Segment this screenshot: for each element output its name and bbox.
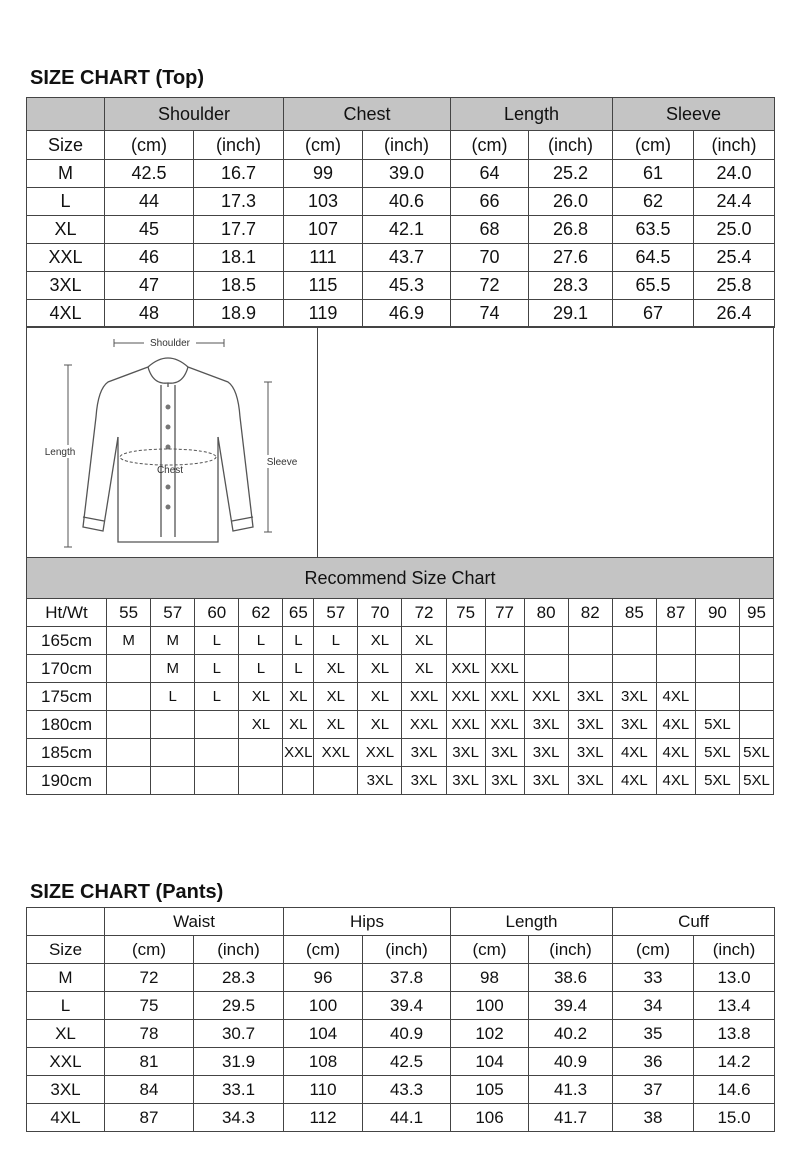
recommend-size-cell [739,683,773,711]
table-row [27,1048,775,1076]
unit-cell: (cm) [105,131,194,160]
recommend-size-cell [151,739,195,767]
value-cell: 41.3 [529,1076,613,1104]
value-cell: 104 [451,1048,529,1076]
weight-header-cell: 82 [568,599,612,627]
recommend-size-cell: XL [358,627,402,655]
value-cell: 42.5 [363,1048,451,1076]
value-cell: 38 [613,1104,694,1132]
value-cell: 81 [105,1048,194,1076]
value-cell: 30.7 [194,1020,284,1048]
value-cell: 14.6 [694,1076,775,1104]
value-cell: 18.1 [194,244,284,272]
recommend-size-cell [151,711,195,739]
recommend-row [27,627,774,655]
recommend-size-cell: 3XL [446,739,485,767]
recommend-size-cell [612,655,656,683]
recommend-title: Recommend Size Chart [27,558,774,599]
value-cell: 25.2 [529,160,613,188]
weight-header-cell: 57 [151,599,195,627]
value-cell: 34 [613,992,694,1020]
recommend-size-cell: M [151,655,195,683]
recommend-size-cell [107,683,151,711]
recommend-size-cell: 5XL [695,739,739,767]
height-cell: 170cm [27,655,107,683]
recommend-size-cell: 3XL [402,739,446,767]
top-group-chest: Chest [284,98,451,131]
recommend-size-cell: 3XL [524,767,568,795]
recommend-size-cell: 3XL [524,739,568,767]
value-cell: 64.5 [613,244,694,272]
table-row [27,188,775,216]
value-cell: 36 [613,1048,694,1076]
recommend-size-cell [568,627,612,655]
recommend-size-cell [524,655,568,683]
recommend-size-cell [107,711,151,739]
recommend-size-cell: 4XL [612,767,656,795]
recommend-size-cell: XXL [524,683,568,711]
value-cell: 18.5 [194,272,284,300]
recommend-size-cell: 3XL [568,767,612,795]
value-cell: 43.3 [363,1076,451,1104]
value-cell: 84 [105,1076,194,1104]
top-group-header-row [27,98,775,131]
recommend-size-cell: XXL [402,683,446,711]
recommend-size-cell: XL [314,655,358,683]
value-cell: 102 [451,1020,529,1048]
recommend-row [27,711,774,739]
table-row [27,964,775,992]
recommend-size-cell: L [195,627,239,655]
value-cell: 63.5 [613,216,694,244]
recommend-size-cell [739,627,773,655]
size-cell: 4XL [27,300,105,328]
recommend-size-cell: M [107,627,151,655]
recommend-size-cell: XXL [446,683,485,711]
value-cell: 17.3 [194,188,284,216]
weight-header-cell: 55 [107,599,151,627]
value-cell: 29.5 [194,992,284,1020]
recommend-size-cell: L [195,655,239,683]
recommend-size-cell: 3XL [524,711,568,739]
recommend-row [27,655,774,683]
recommend-size-cell: 5XL [695,711,739,739]
recommend-size-cell: 3XL [402,767,446,795]
weight-header-cell: 80 [524,599,568,627]
recommend-size-cell: 3XL [568,739,612,767]
recommend-size-cell: XXL [485,683,524,711]
value-cell: 14.2 [694,1048,775,1076]
value-cell: 78 [105,1020,194,1048]
weight-header-cell: 85 [612,599,656,627]
value-cell: 40.2 [529,1020,613,1048]
weight-header-cell: 65 [283,599,314,627]
recommend-size-cell [695,627,739,655]
recommend-size-cell: M [151,627,195,655]
pants-size-table [26,907,775,1132]
value-cell: 39.4 [529,992,613,1020]
recommend-size-cell: 3XL [568,711,612,739]
recommend-size-cell: XL [358,683,402,711]
top-group-sleeve: Sleeve [613,98,775,131]
weight-header-cell: 70 [358,599,402,627]
value-cell: 27.6 [529,244,613,272]
recommend-size-cell: 4XL [612,739,656,767]
value-cell: 25.0 [694,216,775,244]
weight-header-cell: 87 [656,599,695,627]
pants-group-hips: Hips [284,908,451,936]
recommend-size-cell: XL [239,683,283,711]
value-cell: 70 [451,244,529,272]
height-cell: 190cm [27,767,107,795]
pants-group-header-row [27,908,775,936]
value-cell: 13.8 [694,1020,775,1048]
value-cell: 105 [451,1076,529,1104]
value-cell: 46.9 [363,300,451,328]
value-cell: 18.9 [194,300,284,328]
unit-cell: (inch) [694,131,775,160]
diagram-chest-label: Chest [156,465,184,476]
recommend-size-cell [195,739,239,767]
recommend-size-cell [568,655,612,683]
weight-header-cell: 95 [739,599,773,627]
unit-cell: (inch) [694,936,775,964]
size-cell: 3XL [27,272,105,300]
recommend-size-cell: L [239,655,283,683]
value-cell: 45.3 [363,272,451,300]
recommend-size-cell: XL [314,711,358,739]
unit-cell: (inch) [194,936,284,964]
value-cell: 13.0 [694,964,775,992]
value-cell: 98 [451,964,529,992]
value-cell: 26.0 [529,188,613,216]
value-cell: 72 [105,964,194,992]
recommend-size-cell: XXL [446,655,485,683]
value-cell: 39.0 [363,160,451,188]
recommend-size-cell: 4XL [656,683,695,711]
table-row [27,216,775,244]
value-cell: 61 [613,160,694,188]
recommend-size-cell: L [195,683,239,711]
recommend-size-cell [107,739,151,767]
value-cell: 99 [284,160,363,188]
value-cell: 44.1 [363,1104,451,1132]
pants-unit-row [27,936,775,964]
value-cell: 41.7 [529,1104,613,1132]
size-cell: XL [27,216,105,244]
value-cell: 26.4 [694,300,775,328]
value-cell: 35 [613,1020,694,1048]
value-cell: 68 [451,216,529,244]
value-cell: 100 [284,992,363,1020]
unit-cell: (cm) [284,131,363,160]
recommend-size-cell: XXL [485,711,524,739]
unit-cell: (inch) [529,936,613,964]
value-cell: 25.4 [694,244,775,272]
recommend-size-cell [195,767,239,795]
recommend-size-cell: XXL [446,711,485,739]
weight-header-cell: 62 [239,599,283,627]
value-cell: 103 [284,188,363,216]
recommend-size-cell [485,627,524,655]
weight-header-cell: 77 [485,599,524,627]
value-cell: 111 [284,244,363,272]
value-cell: 15.0 [694,1104,775,1132]
top-corner-cell [27,98,105,131]
recommend-size-cell: XXL [283,739,314,767]
recommend-size-cell: 4XL [656,711,695,739]
recommend-size-cell: XL [283,711,314,739]
top-size-label: Size [27,131,105,160]
size-cell: M [27,160,105,188]
recommend-size-cell [314,767,358,795]
recommend-size-cell [446,627,485,655]
value-cell: 37 [613,1076,694,1104]
value-cell: 67 [613,300,694,328]
value-cell: 108 [284,1048,363,1076]
value-cell: 106 [451,1104,529,1132]
size-cell: M [27,964,105,992]
value-cell: 28.3 [529,272,613,300]
table-row [27,1104,775,1132]
value-cell: 43.7 [363,244,451,272]
pants-group-waist: Waist [105,908,284,936]
diagram-shoulder-label: Shoulder [149,338,191,349]
value-cell: 33.1 [194,1076,284,1104]
recommend-size-cell: 5XL [739,767,773,795]
recommend-title-row [27,558,774,599]
blank-diagram-area [318,327,773,557]
value-cell: 16.7 [194,160,284,188]
size-cell: 3XL [27,1076,105,1104]
size-cell: XXL [27,1048,105,1076]
weight-header-cell: 75 [446,599,485,627]
diagram-length-label: Length [44,447,76,458]
unit-cell: (inch) [529,131,613,160]
recommend-size-cell: 3XL [612,711,656,739]
size-cell: L [27,992,105,1020]
value-cell: 65.5 [613,272,694,300]
value-cell: 119 [284,300,363,328]
recommend-size-cell: XL [402,627,446,655]
recommend-size-cell: XL [314,683,358,711]
top-size-table [26,97,775,328]
table-row [27,160,775,188]
value-cell: 34.3 [194,1104,284,1132]
size-cell: XL [27,1020,105,1048]
recommend-size-cell: XXL [485,655,524,683]
top-group-shoulder: Shoulder [105,98,284,131]
value-cell: 40.9 [363,1020,451,1048]
recommend-size-cell: 3XL [612,683,656,711]
value-cell: 40.6 [363,188,451,216]
recommend-size-cell [151,767,195,795]
pants-group-cuff: Cuff [613,908,775,936]
weight-header-cell: 72 [402,599,446,627]
recommend-size-cell: 5XL [695,767,739,795]
value-cell: 42.5 [105,160,194,188]
recommend-size-cell [739,655,773,683]
weight-header-cell: 57 [314,599,358,627]
value-cell: 24.0 [694,160,775,188]
unit-cell: (inch) [194,131,284,160]
pants-size-chart-title: SIZE CHART (Pants) [30,881,224,903]
recommend-size-cell: XL [358,711,402,739]
pants-group-length: Length [451,908,613,936]
value-cell: 75 [105,992,194,1020]
recommend-size-cell: 3XL [358,767,402,795]
value-cell: 64 [451,160,529,188]
value-cell: 115 [284,272,363,300]
recommend-size-cell [695,655,739,683]
height-cell: 165cm [27,627,107,655]
recommend-size-cell [239,739,283,767]
recommend-size-cell [107,655,151,683]
recommend-size-cell: L [314,627,358,655]
value-cell: 28.3 [194,964,284,992]
value-cell: 29.1 [529,300,613,328]
recommend-size-cell: 3XL [568,683,612,711]
recommend-size-cell: L [283,627,314,655]
value-cell: 72 [451,272,529,300]
value-cell: 100 [451,992,529,1020]
value-cell: 26.8 [529,216,613,244]
recommend-size-cell: XXL [314,739,358,767]
size-cell: XXL [27,244,105,272]
unit-cell: (inch) [363,131,451,160]
recommend-size-cell [239,767,283,795]
value-cell: 40.9 [529,1048,613,1076]
recommend-size-cell: L [283,655,314,683]
value-cell: 47 [105,272,194,300]
value-cell: 33 [613,964,694,992]
value-cell: 107 [284,216,363,244]
recommend-size-cell: XL [239,711,283,739]
unit-cell: (cm) [105,936,194,964]
value-cell: 87 [105,1104,194,1132]
value-cell: 96 [284,964,363,992]
value-cell: 39.4 [363,992,451,1020]
value-cell: 46 [105,244,194,272]
recommend-weights-row [27,599,774,627]
table-row [27,992,775,1020]
unit-cell: (cm) [613,131,694,160]
top-unit-row [27,131,775,160]
recommend-size-cell: 4XL [656,739,695,767]
unit-cell: (cm) [451,936,529,964]
diagram-sleeve-label: Sleeve [266,457,298,468]
value-cell: 38.6 [529,964,613,992]
value-cell: 37.8 [363,964,451,992]
recommend-size-cell: XXL [358,739,402,767]
unit-cell: (cm) [451,131,529,160]
recommend-size-cell: XL [358,655,402,683]
recommend-size-table [26,557,774,795]
value-cell: 74 [451,300,529,328]
recommend-size-cell: XL [402,655,446,683]
recommend-corner: Ht/Wt [27,599,107,627]
value-cell: 25.8 [694,272,775,300]
value-cell: 13.4 [694,992,775,1020]
value-cell: 66 [451,188,529,216]
top-size-chart-title: SIZE CHART (Top) [30,67,205,89]
value-cell: 104 [284,1020,363,1048]
unit-cell: (inch) [363,936,451,964]
recommend-size-cell [524,627,568,655]
table-row [27,1076,775,1104]
recommend-size-cell: 3XL [485,739,524,767]
recommend-size-cell [107,767,151,795]
recommend-size-cell: 5XL [739,739,773,767]
recommend-size-cell: XXL [402,711,446,739]
recommend-size-cell: L [239,627,283,655]
weight-header-cell: 90 [695,599,739,627]
recommend-size-cell: L [151,683,195,711]
value-cell: 42.1 [363,216,451,244]
recommend-size-cell [739,711,773,739]
value-cell: 24.4 [694,188,775,216]
recommend-size-cell [612,627,656,655]
size-cell: 4XL [27,1104,105,1132]
value-cell: 17.7 [194,216,284,244]
size-cell: L [27,188,105,216]
value-cell: 110 [284,1076,363,1104]
recommend-row [27,683,774,711]
height-cell: 175cm [27,683,107,711]
recommend-row [27,739,774,767]
top-group-length: Length [451,98,613,131]
table-row [27,300,775,328]
height-cell: 180cm [27,711,107,739]
recommend-row [27,767,774,795]
recommend-size-cell: 3XL [485,767,524,795]
value-cell: 112 [284,1104,363,1132]
weight-header-cell: 60 [195,599,239,627]
value-cell: 62 [613,188,694,216]
recommend-size-cell [656,655,695,683]
pants-corner-cell [27,908,105,936]
value-cell: 48 [105,300,194,328]
table-row [27,244,775,272]
recommend-size-cell [195,711,239,739]
table-row [27,272,775,300]
unit-cell: (cm) [284,936,363,964]
unit-cell: (cm) [613,936,694,964]
table-row [27,1020,775,1048]
height-cell: 185cm [27,739,107,767]
pants-size-label: Size [27,936,105,964]
recommend-size-cell [695,683,739,711]
value-cell: 31.9 [194,1048,284,1076]
recommend-size-cell: XL [283,683,314,711]
value-cell: 45 [105,216,194,244]
recommend-size-cell [656,627,695,655]
recommend-size-cell: 3XL [446,767,485,795]
value-cell: 44 [105,188,194,216]
recommend-size-cell: 4XL [656,767,695,795]
shirt-diagram [28,327,317,557]
recommend-size-cell [283,767,314,795]
